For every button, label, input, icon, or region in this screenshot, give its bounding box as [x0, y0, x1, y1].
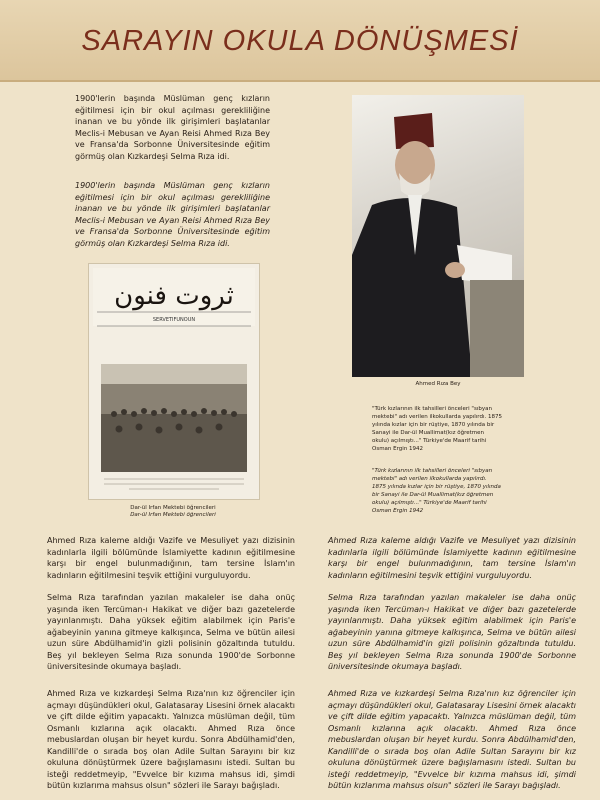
- intro-paragraph: 1900'lerin başında Müslüman genç kızların eğitilmesi için bir okul açılması gerekliliğine inanan ve bu yönde ilk girişimleri başlatanlar Meclis-i Mebusan ve Ayan Reisi Ahmed Rıza Bey ve Fransa'da Sorbonne Üniversitesinde eğitim görmüş olan Kızkardeşi Selma Rıza idi.: [75, 94, 270, 161]
- newspaper-image: [88, 263, 260, 500]
- header-band: [0, 0, 600, 82]
- body-right-p1: Ahmed Rıza kaleme aldığı Vazife ve Mesuliyet yazı dizisinin kadınlarla ilgili bölümünde İslamiyette kadının eğitilmesine karşı bir engel bulunmadığının, tam tersine İslam'ın kadınların eğitilmesini teşvik ettiğini vurguluyordu.: [328, 536, 576, 580]
- body-right-p3: Ahmed Rıza ve kızkardeşi Selma Rıza'nın kız öğrenciler için açmayı düşündükleri okul, Galatasaray Lisesini örnek alacaktı ve çift dilde eğitim yapacaktı. Yalnızca müslüman değil, tüm Osmanlı kızlarına açık olacaktı. Ahmed Rıza önce mebuslardan oluşan bir heyet kurdu. Sonra Abdülhamid'den, Kandilli'de o sırada boş olan Adile Sultan Sarayını bir kız okuluna dönüştürmek üzere bağışlamasını istedi. Sultan bu isteği reddetmeyip, "Evvelce bir kızıma mahsus idi, şimdi bütün kızlarıma mahsus olsun" sözleri ile Sarayı bağışladı.: [328, 689, 576, 790]
- body-left-p2: Selma Rıza tarafından yazılan makaleler ise daha onüç yaşında iken Tercüman-ı Hakikat ve diğer bazı gazetelerde yayınlanmıştı. Daha yüksek eğitim alabilmek için Paris'e ağabeyinin yanına gitmeye kalkışınca, Selma ve bütün ailesi uzun süre Abdülhamid'in gizli polisinin gözaltında tutuldu. Beş yıl bekleyen Selma Rıza sonunda 1900'de Sorbonne üniversitesinde okumaya başladı.: [47, 593, 295, 671]
- body-left-p1: Ahmed Rıza kaleme aldığı Vazife ve Mesuliyet yazı dizisinin kadınlarla ilgili bölümünde İslamiyette kadının eğitilmesine karşı bir engel bulunmadığının, tam tersine İslam'ın kadınların eğitilmesini teşvik ettiğini vurguluyordu.: [47, 536, 295, 580]
- page-title: SARAYIN OKULA DÖNÜŞMESİ: [81, 25, 519, 57]
- quote-normal: "Türk kızlarının ilk tahsilleri önceleri "sıbyan mektebi" adı verilen ilkokullarda yapılırdı. 1875 yılında kızlar için bir rüştiye, 1870 yılında bir Sanayi ile Dar-ül Muallimat(kız öğretmen okulu) açılmıştı..." Türkiye'de Maarif tarihi Osman Ergin 1942: [372, 406, 502, 452]
- portrait-photo: [352, 95, 524, 377]
- newspaper-illustration: [89, 264, 259, 499]
- body-left-p3: Ahmed Rıza ve kızkardeşi Selma Rıza'nın kız öğrenciler için açmayı düşündükleri okul, Galatasaray Lisesini örnek alacaktı ve çift dilde eğitim yapacaktı. Yalnızca müslüman değil, tüm Osmanlı kızlarına açık olacaktı. Ahmed Rıza önce mebuslardan oluşan bir heyet kurdu. Sonra Abdülhamid'den, Kandilli'de o sırada boş olan Adile Sultan Sarayını bir kız okuluna dönüştürmek üzere bağışlamasını istedi. Sultan bu isteği reddetmeyip, "Evvelce bir kızıma mahsus idi, şimdi bütün kızlarıma mahsus olsun" sözleri ile Sarayı bağışladı.: [47, 689, 295, 790]
- portrait-caption: Ahmed Rıza Bey: [415, 381, 461, 387]
- newspaper-caption-1: Dar-ül Irfan Mektebi öğrencileri: [130, 505, 216, 511]
- intro-paragraph-italic: 1900'lerin başında Müslüman genç kızların eğitilmesi için bir okul açılması gerekliliğine inanan ve bu yönde ilk girişimleri başlatanlar Meclis-i Mebusan ve Ayan Reisi Ahmed Rıza Bey ve Fransa'da Sorbonne Üniversitesinde eğitim görmüş olan Kızkardeşi Selma Rıza idi.: [75, 181, 270, 248]
- portrait-illustration: [352, 95, 524, 377]
- newspaper-name: SERVETIFUNOUN: [152, 317, 196, 323]
- newspaper-caption-2: Dar-ül Irfan Mektebi öğrencileri: [130, 512, 216, 518]
- newspaper-masthead: ثروت فنون: [114, 281, 234, 311]
- quote-italic: "Türk kızlarının ilk tahsilleri önceleri "sıbyan mektebi" adı verilen ilkokullarda yapılırdı. 1875 yılında kızlar için bir rüştiye, 1870 yılında bir Sanayi ile Dar-ül Muallimat(kız öğretmen okulu) açılmıştı..." Türkiye'de Maarif tarihi Osman Ergin 1942: [372, 468, 501, 514]
- body-right-p2: Selma Rıza tarafından yazılan makaleler ise daha onüç yaşında iken Tercüman-ı Hakikat ve diğer bazı gazetelerde yayınlanmıştı. Daha yüksek eğitim alabilmek için Paris'e ağabeyinin yanına gitmeye kalkışınca, Selma ve bütün ailesi uzun süre Abdülhamid'in gizli polisinin gözaltında tutuldu. Beş yıl bekleyen Selma Rıza sonunda 1900'de Sorbonne üniversitesinde okumaya başladı.: [328, 593, 576, 671]
